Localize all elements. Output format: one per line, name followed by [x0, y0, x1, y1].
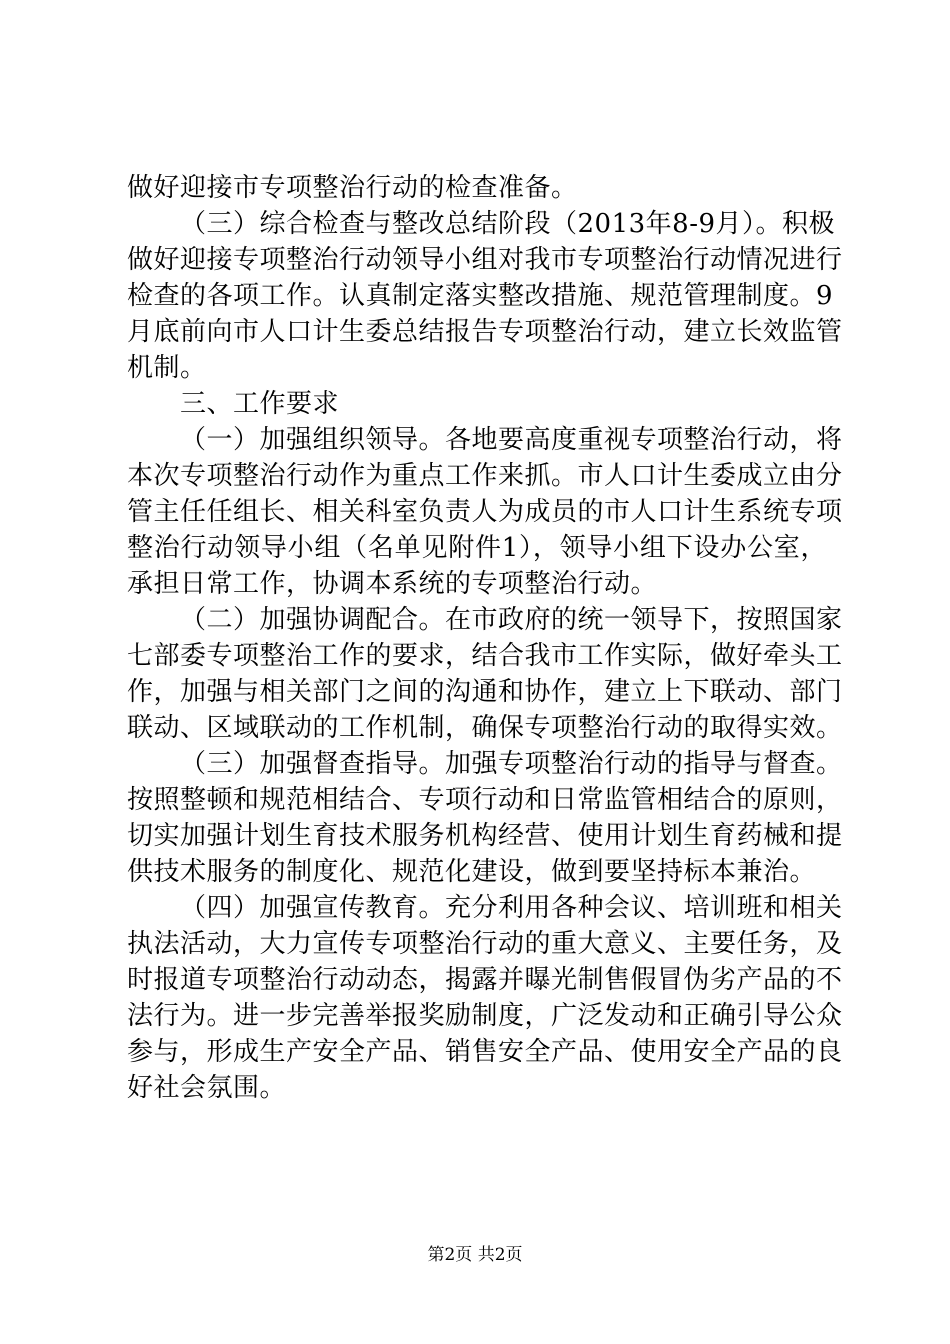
body-line-10: 管主任任组长、相关科室负责人为成员的市人口计生系统专项	[127, 497, 843, 527]
body-line-16: 联动、区域联动的工作机制，确保专项整治行动的取得实效。	[127, 713, 843, 743]
body-line-5: 月底前向市人口计生委总结报告专项整治行动，建立长效监管	[127, 317, 843, 347]
body-line-8: （一）加强组织领导。各地要高度重视专项整治行动，将	[180, 425, 843, 455]
section-heading: 三、工作要求	[180, 389, 340, 419]
body-line-21: （四）加强宣传教育。充分利用各种会议、培训班和相关	[180, 893, 843, 923]
body-line-25: 参与，形成生产安全产品、销售安全产品、使用安全产品的良	[127, 1037, 843, 1067]
body-line-20: 供技术服务的制度化、规范化建设，做到要坚持标本兼治。	[127, 857, 817, 887]
body-line-19: 切实加强计划生育技术服务机构经营、使用计划生育药械和提	[127, 821, 843, 851]
body-line-14: 七部委专项整治工作的要求，结合我市工作实际，做好牵头工	[127, 641, 843, 671]
body-line-2: （三）综合检查与整改总结阶段（2013年8-9月）。积极	[180, 209, 836, 239]
body-line-23: 时报道专项整治行动动态，揭露并曝光制售假冒伪劣产品的不	[127, 965, 843, 995]
body-line-9: 本次专项整治行动作为重点工作来抓。市人口计生委成立由分	[127, 461, 843, 491]
body-line-13: （二）加强协调配合。在市政府的统一领导下，按照国家	[180, 605, 843, 635]
body-line-6: 机制。	[127, 353, 207, 383]
body-line-1: 做好迎接市专项整治行动的检查准备。	[127, 173, 578, 203]
body-line-26: 好社会氛围。	[127, 1073, 287, 1103]
body-line-3: 做好迎接专项整治行动领导小组对我市专项整治行动情况进行	[127, 245, 843, 275]
body-line-24: 法行为。进一步完善举报奖励制度，广泛发动和正确引导公众	[127, 1001, 843, 1031]
body-line-12: 承担日常工作，协调本系统的专项整治行动。	[127, 569, 658, 599]
body-line-22: 执法活动，大力宣传专项整治行动的重大意义、主要任务，及	[127, 929, 843, 959]
page-number-footer: 第2页 共2页	[427, 1245, 523, 1265]
body-line-18: 按照整顿和规范相结合、专项行动和日常监管相结合的原则，	[127, 785, 843, 815]
body-line-15: 作，加强与相关部门之间的沟通和协作，建立上下联动、部门	[127, 677, 843, 707]
body-line-4: 检查的各项工作。认真制定落实整改措施、规范管理制度。9	[127, 281, 834, 311]
body-line-11: 整治行动领导小组（名单见附件1），领导小组下设办公室，	[127, 533, 827, 563]
body-line-17: （三）加强督查指导。加强专项整治行动的指导与督查。	[180, 749, 843, 779]
